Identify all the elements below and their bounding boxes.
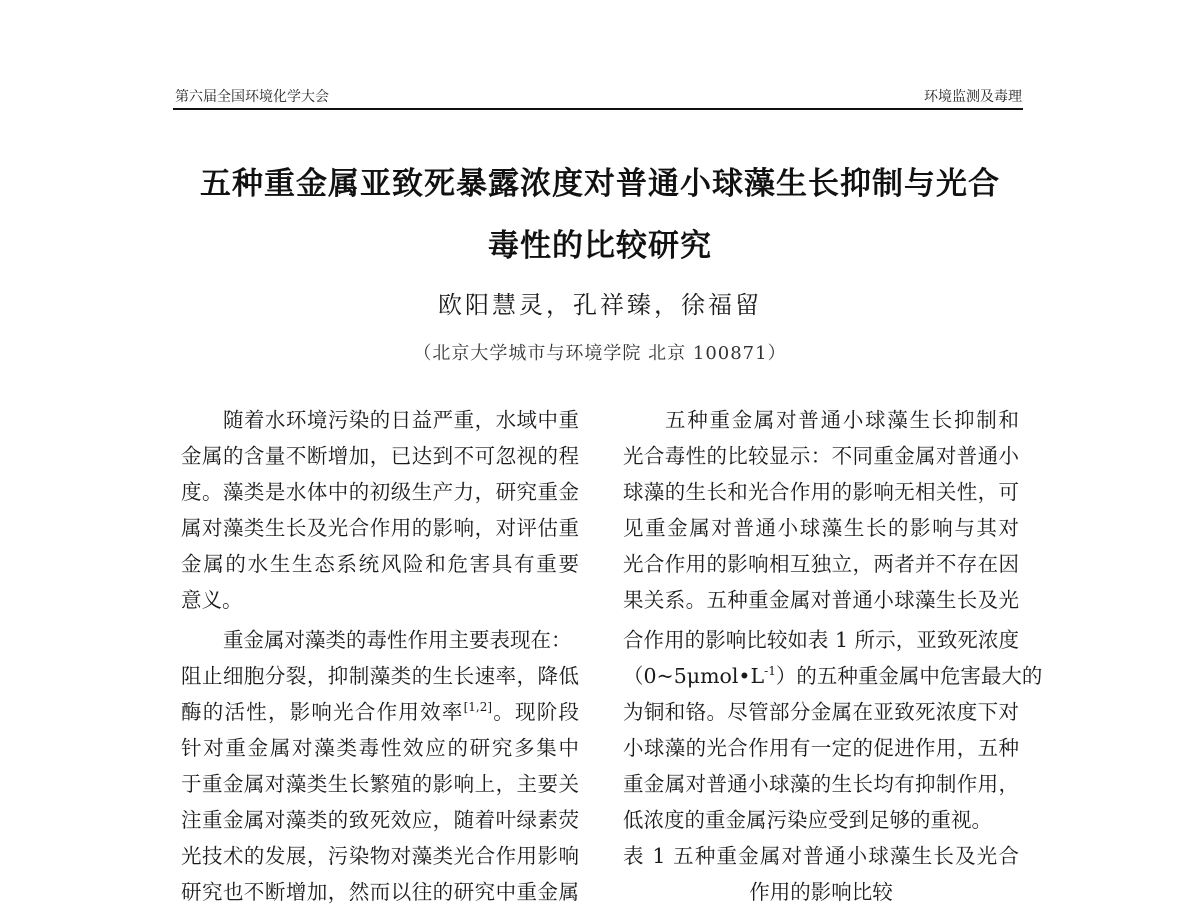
body-text: 酶的活性，影响光合作用效率 (181, 700, 464, 724)
body-line: 研究也不断增加，然而以往的研究中重金属 (181, 880, 579, 904)
body-line: 随着水环境污染的日益严重，水域中重 (223, 408, 579, 432)
body-line: 五种重金属对普通小球藻生长抑制和 (665, 408, 1019, 432)
body-line: 光合作用的影响相互独立，两者并不存在因 (623, 552, 1019, 576)
running-header-section: 环境监测及毒理 (924, 89, 1022, 105)
body-line: 合作用的影响比较如表 1 所示，亚致死浓度 (623, 628, 1019, 652)
body-line: 属对藻类生长及光合作用的影响，对评估重 (181, 516, 579, 540)
body-line: 度。藻类是水体中的初级生产力，研究重金 (181, 480, 579, 504)
body-line: 见重金属对普通小球藻生长的影响与其对 (623, 516, 1019, 540)
body-text: （0~5μmol•L (623, 664, 765, 688)
body-line (181, 697, 579, 733)
body-line: 注重金属对藻类的致死效应，随着叶绿素荧 (181, 808, 579, 832)
body-line: 重金属对普通小球藻的生长均有抑制作用， (623, 772, 1019, 796)
body-line: 重金属对藻类的毒性作用主要表现在： (223, 628, 572, 652)
superscript: -1 (764, 664, 776, 679)
table-caption-line-2: 作用的影响比较 (749, 880, 893, 904)
body-line: 低浓度的重金属污染应受到足够的重视。 (623, 808, 992, 832)
table-caption-line-1: 表 1 五种重金属对普通小球藻生长及光合 (623, 844, 1019, 868)
body-line: 为铜和铬。尽管部分金属在亚致死浓度下对 (623, 700, 1019, 724)
body-line: 金属的含量不断增加，已达到不可忽视的程 (181, 444, 579, 468)
body-line: 金属的水生生态系统风险和危害具有重要 (181, 552, 579, 576)
citation[interactable]: [1,2] (463, 700, 493, 715)
running-header-conference: 第六届全国环境化学大会 (175, 89, 329, 105)
body-text: ）的五种重金属中危害最大的 (775, 664, 1043, 688)
paper-title-line-1: 五种重金属亚致死暴露浓度对普通小球藻生长抑制与光合 (200, 166, 1000, 202)
body-line: 阻止细胞分裂，抑制藻类的生长速率，降低 (181, 664, 579, 688)
body-line: 于重金属对藻类生长繁殖的影响上，主要关 (181, 772, 579, 796)
body-line: 球藻的生长和光合作用的影响无相关性，可 (623, 480, 1019, 504)
body-line: 针对重金属对藻类毒性效应的研究多集中 (181, 736, 579, 760)
left-column (181, 405, 579, 913)
body-line (623, 661, 1043, 697)
body-line: 小球藻的光合作用有一定的促进作用，五种 (623, 736, 1019, 760)
body-text: 。现阶段 (492, 700, 579, 724)
paper-title-line-2: 毒性的比较研究 (488, 228, 712, 264)
header-rule (173, 108, 1023, 110)
affiliation: （北京大学城市与环境学院 北京 100871） (413, 343, 787, 364)
right-column (623, 405, 1043, 913)
body-line: 意义。 (181, 588, 243, 612)
body-line: 光技术的发展，污染物对藻类光合作用影响 (181, 844, 579, 868)
authors: 欧阳慧灵，孔祥臻，徐福留 (438, 291, 762, 319)
body-line: 果关系。五种重金属对普通小球藻生长及光 (623, 588, 1019, 612)
body-line: 光合毒性的比较显示：不同重金属对普通小 (623, 444, 1019, 468)
